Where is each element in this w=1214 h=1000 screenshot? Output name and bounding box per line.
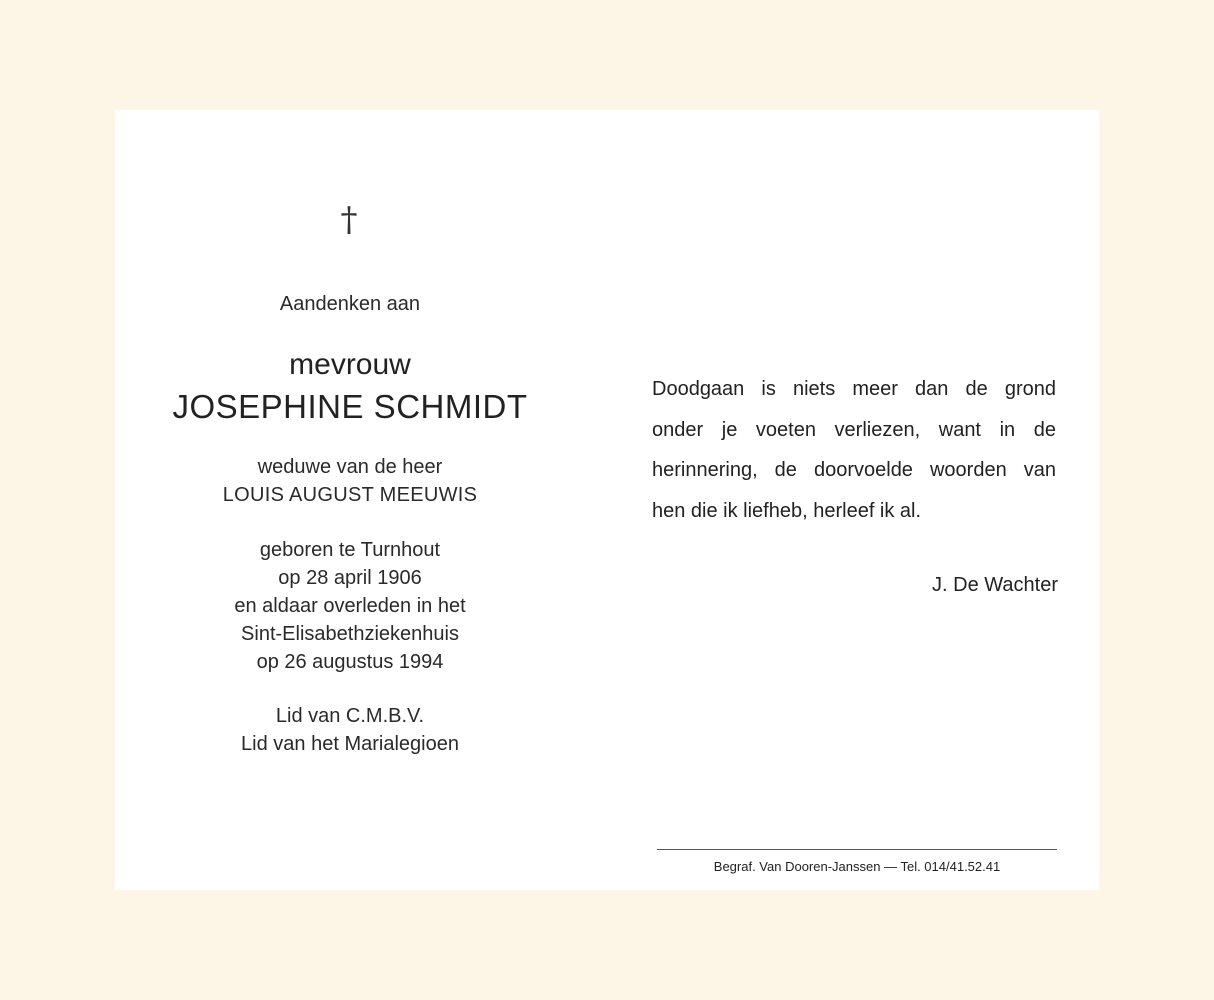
poem-line: Doodgaan is niets meer dan de grond — [652, 378, 1056, 400]
cross-icon: † — [340, 200, 358, 240]
poem-author: J. De Wachter — [932, 574, 1058, 596]
spouse-name: LOUIS AUGUST MEEUWIS — [222, 484, 478, 506]
poem-line: herinnering, de doorvoelde woorden van — [652, 459, 1056, 481]
memorial-card — [115, 110, 1099, 890]
spouse-intro: weduwe van de heer — [257, 456, 443, 478]
death-intro: en aldaar overleden in het — [234, 595, 466, 617]
poem — [652, 369, 1056, 531]
card-right-panel — [652, 110, 1062, 890]
poem-line: onder je voeten verliezen, want in de — [652, 418, 1056, 441]
card-left-panel — [115, 110, 585, 890]
membership-2: Lid van het Marialegioen — [241, 733, 459, 755]
death-date: op 26 augustus 1994 — [256, 651, 444, 673]
intro-text: Aandenken aan — [279, 293, 421, 315]
funeral-home-footer: Begraf. Van Dooren-Janssen — Tel. 014/41.52.41 — [713, 859, 1001, 874]
deceased-name: JOSEPHINE SCHMIDT — [172, 388, 528, 425]
death-place: Sint-Elisabethziekenhuis — [241, 623, 459, 645]
honorific: mevrouw — [289, 348, 411, 381]
birth-date: op 28 april 1906 — [278, 567, 422, 589]
footer-divider — [657, 849, 1057, 850]
membership-1: Lid van C.M.B.V. — [275, 705, 425, 727]
poem-line: hen die ik liefheb, herleef ik al. — [652, 499, 922, 522]
birth-place: geboren te Turnhout — [259, 539, 441, 561]
